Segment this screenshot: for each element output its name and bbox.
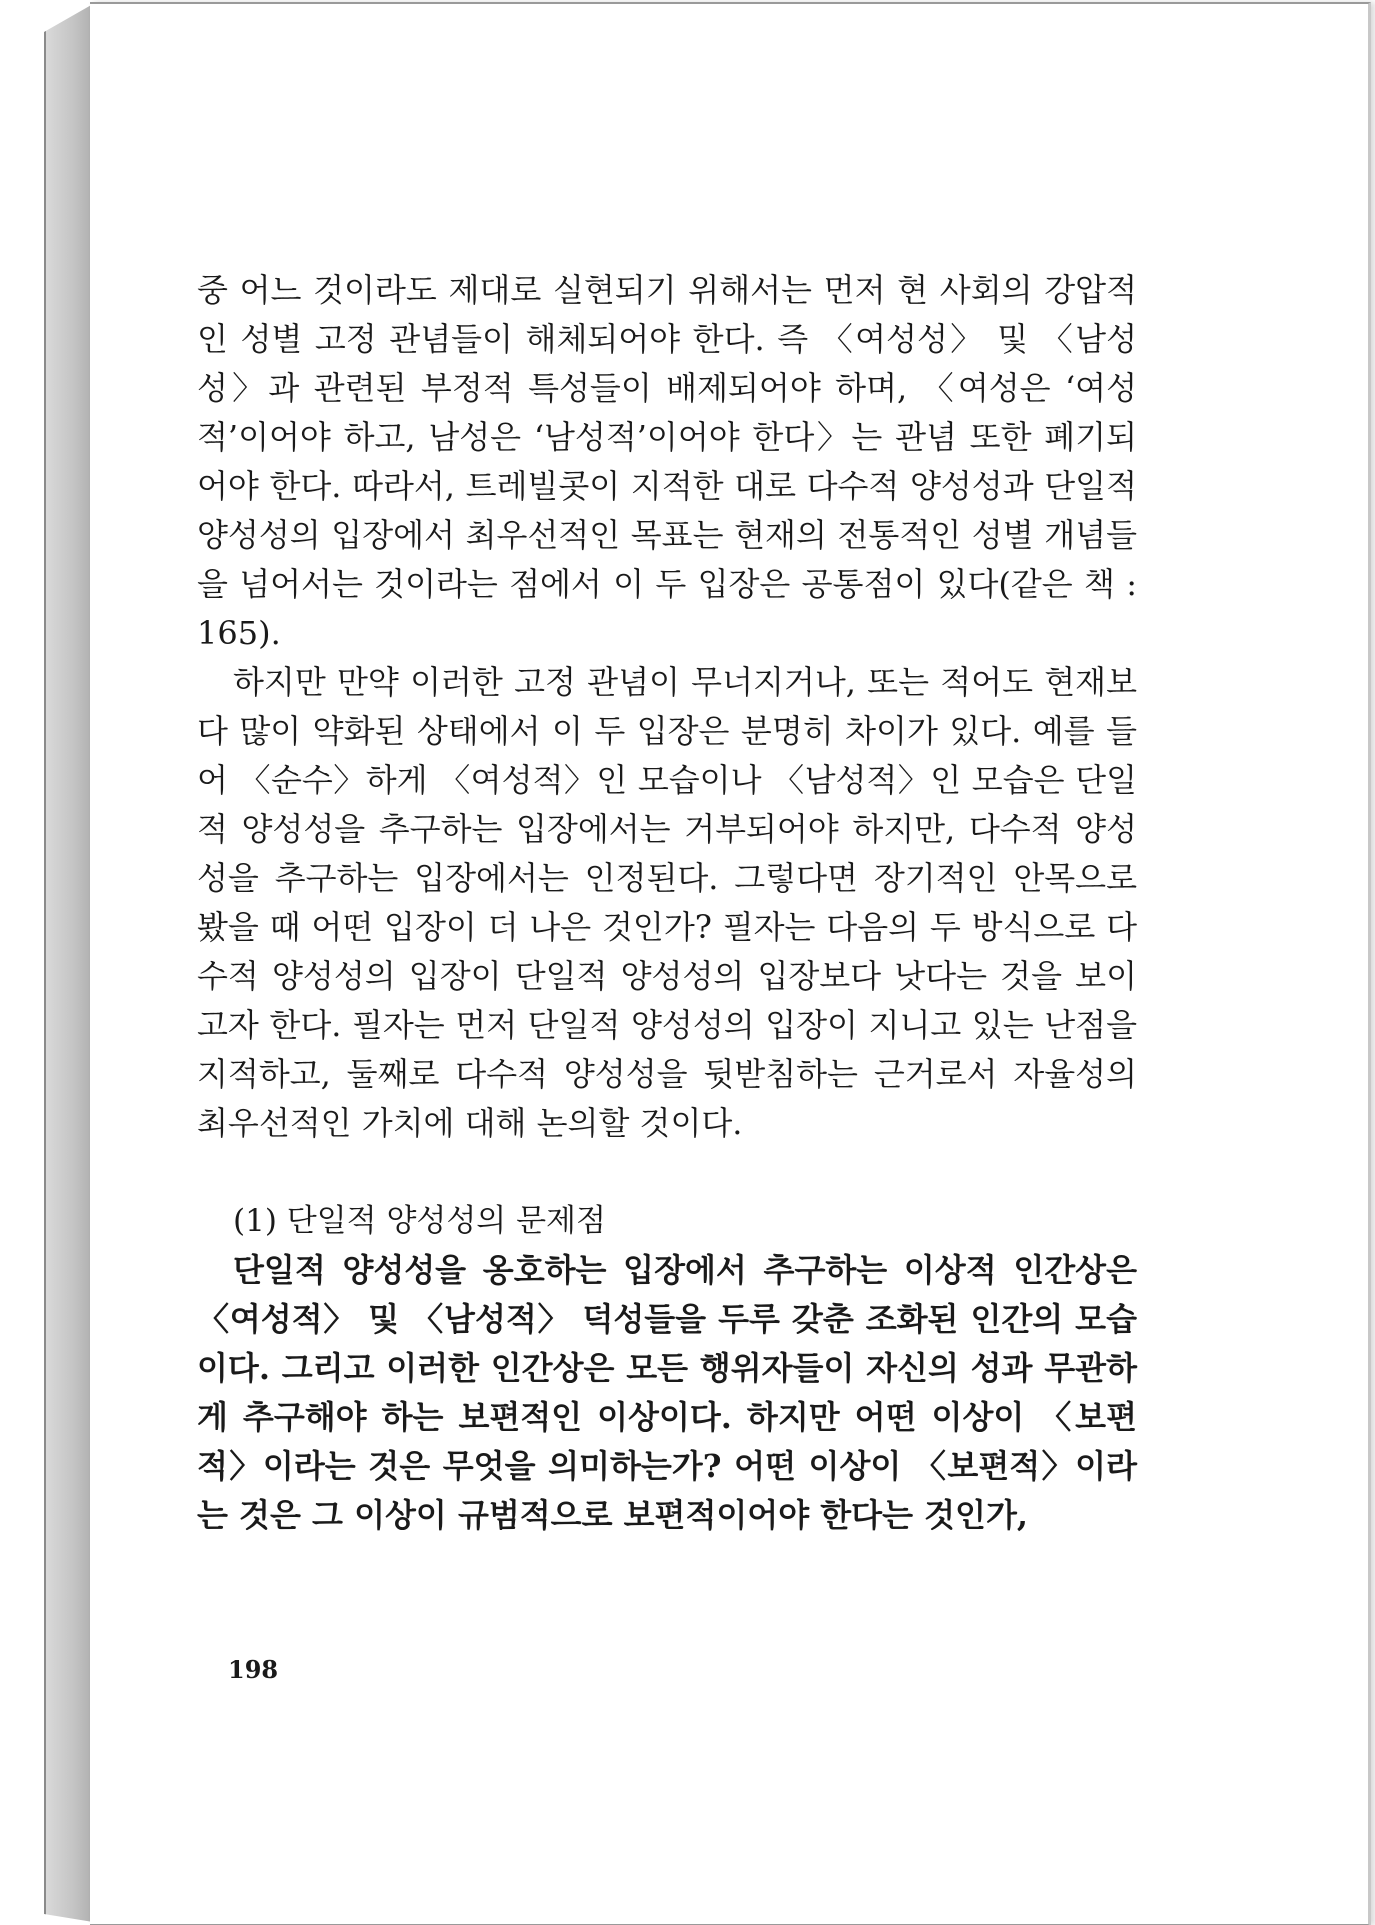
paragraph-2: 하지만 만약 이러한 고정 관념이 무너지거나, 또는 적어도 현재보다 많이 약화된 상태에서 이 두 입장은 분명히 차이가 있다. 예를 들어 〈순수〉하게 〈여성적〉인 모습이나 〈남성적〉인 모습은 단일적 양성성을 추구하는 입장에서는 거부되어야 하지만, 다수적 양성성을 추구하는 입장에서는 인정된다. 그렇다면 장기적인 안목으로 봤을 때 어떤 입장이 더 나은 것인가? 필자는 다음의 두 방식으로 다수적 양성성의 입장이 단일적 양성성의 입장보다 낫다는 것을 보이고자 한다. 필자는 먼저 단일적 양성성의 입장이 지니고 있는 난점을 지적하고, 둘째로 다수적 양성성을 뒷받침하는 근거로서 자율성의 최우선적인 가치에 대해 논의할 것이다. — [197, 663, 1137, 1142]
page-number: 198 — [228, 1655, 279, 1684]
book-spine — [44, 4, 93, 1922]
paragraph-3: 단일적 양성성을 옹호하는 입장에서 추구하는 이상적 인간상은 〈여성적〉 및 〈남성적〉 덕성들을 두루 갖춘 조화된 인간의 모습이다. 그리고 이러한 인간상은 모든 행위자들이 자신의 성과 무관하게 추구해야 하는 보편적인 이상이다. 하지만 어떤 이상이 〈보편적〉이라는 것은 무엇을 의미하는가? 어떤 이상이 〈보편적〉이라는 것은 그 이상이 규범적으로 보편적이어야 한다는 것인가, — [197, 1251, 1137, 1534]
paragraph-1: 중 어느 것이라도 제대로 실현되기 위해서는 먼저 현 사회의 강압적인 성별 고정 관념들이 해체되어야 한다. 즉 〈여성성〉 및 〈남성성〉과 관련된 부정적 특성들이 배제되어야 하며, 〈여성은 ‘여성적’이어야 하고, 남성은 ‘남성적’이어야 한다〉는 관념 또한 폐기되어야 한다. 따라서, 트레빌콧이 지적한 대로 다수적 양성성과 단일적 양성성의 입장에서 최우선적인 목표는 현재의 전통적인 성별 개념들을 넘어서는 것이라는 점에서 이 두 입장은 공통점이 있다(같은 책 : 165). — [197, 271, 1137, 652]
body-text — [197, 266, 1137, 1540]
section-heading: (1) 단일적 양성성의 문제점 — [233, 1203, 606, 1239]
